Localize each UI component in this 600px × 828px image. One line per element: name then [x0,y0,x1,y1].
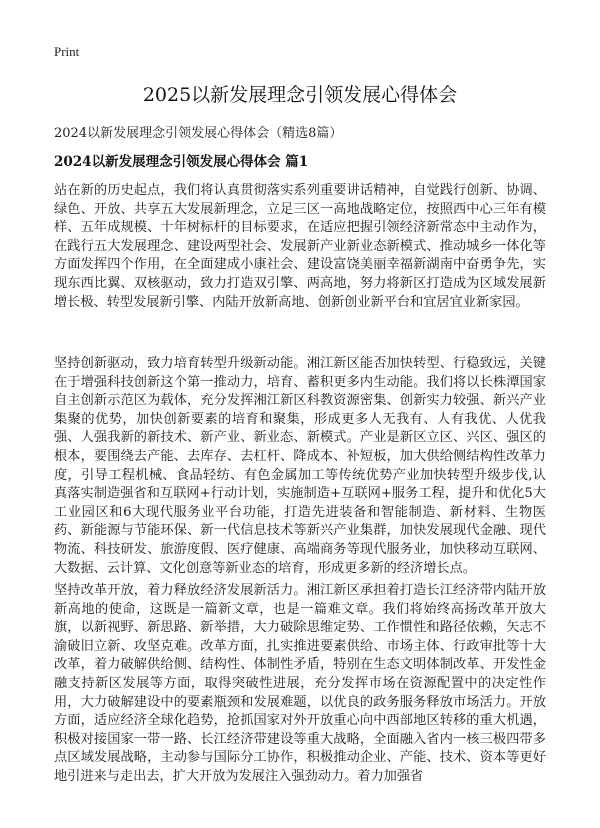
body-paragraph-1: 站在新的历史起点，我们将认真贯彻落实系列重要讲话精神，自觉践行创新、协调、绿色、开放、共享五大发展新理念，立足三区一高地战略定位，按照西中心三年有模样、五年成规模、十年树标杆的目标要求，在适应把握引领经济新常态中主动作为，在践行五大发展理念、建设两型社会、发展新产业新业态新模式、推动城乡一体化等方面发挥四个作用，在全面建成小康社会、建设富饶美丽幸福新湖南中奋勇争先，实现东西比翼、双核驱动，致力打造双引擎、两高地，努力将新区打造成为区域发展新增长极、转型发展新引擎、内陆开放新高地、创新创业新平台和宜居宜业新家园。 [54,183,546,310]
section-heading: 2024以新发展理念引领发展心得体会 篇1 [54,154,309,170]
page-title: 2025以新发展理念引领发展心得体会 [142,84,458,106]
print-link[interactable]: Print [54,44,80,59]
document-subtitle: 2024以新发展理念引领发展心得体会（精选8篇） [54,126,343,141]
body-paragraph-3: 坚持改革开放，着力释放经济发展新活力。湘江新区承担着打造长江经济带内陆开放新高地的使命，这既是一篇新文章，也是一篇难文章。我们将始终高扬改革开放大旗，以新视野、新思路、新举措，大力破除思维定势、工作惯性和路径依赖，矢志不渝破旧立新、攻坚克难。改革方面，扎实推进要素供给、市场主体、行政审批等十大改革，着力破解供给侧、结构性、体制性矛盾，特别在生态文明体制改革、开发性金融支持新区发展等方面，取得突破性进展，充分发挥市场在资源配置中的决定性作用，大力破解建设中的要素瓶颈和发展难题，以优良的政务服务释放市场活力。开放方面，适应经济全球化趋势，抢抓国家对外开放重心向中西部地区转移的重大机遇，积极对接国家一带一路、长江经济带建设等重大战略，全面融入省内一核三极四带多点区域发展战略，主动参与国际分工协作，积极推动企业、产能、技术、资本等更好地引进来与走出去，扩大开放为发展注入强劲动力。着力加强省 [54,583,546,784]
body-paragraph-2: 坚持创新驱动，致力培育转型升级新动能。湘江新区能否加快转型、行稳致远，关键在于增强科技创新这个第一推动力，培育、蓄积更多内生动能。我们将以长株潭国家自主创新示范区为载体，充分发挥湘江新区科教资源密集、创新实力较强、新兴产业集聚的优势，加快创新要素的培育和聚集，形成更多人无我有、人有我优、人优我强、人强我新的新技术、新产业、新业态、新模式。产业是新区立区、兴区、强区的根本，要围绕去产能、去库存、去杠杆、降成本、补短板，加大供给侧结构性改革力度，引导工程机械、食品轻纺、有色金属加工等传统优势产业加快转型升级步伐,认真落实制造强省和互联网+行动计划，实施制造+互联网+服务工程，提升和优化5大工业园区和6大现代服务业平台功能，打造先进装备和智能制造、新材料、生物医药、新能源与节能环保、新一代信息技术等新兴产业集群，加快发展现代金融、现代物流、科技研发、旅游度假、医疗健康、高端商务等现代服务业，加快移动互联网、大数据、云计算、文化创意等新业态的培育，形成更多新的经济增长点。 [54,356,546,576]
